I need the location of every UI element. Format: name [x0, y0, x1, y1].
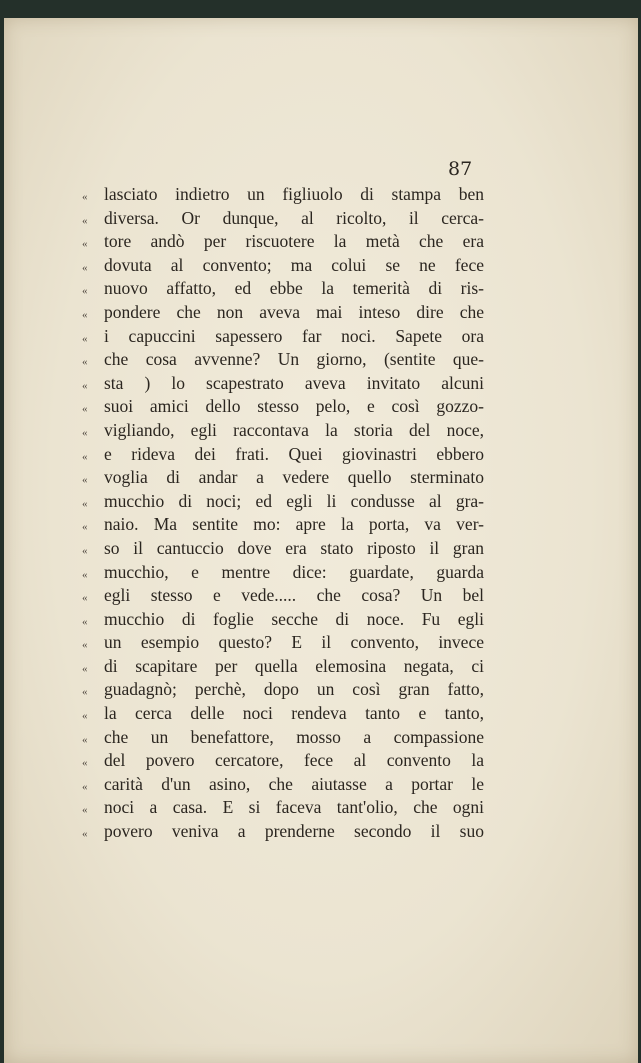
line-text: noci a casa. E si faceva tant'olio, che ogni [104, 797, 484, 818]
text-line [82, 349, 484, 373]
quote-mark: « [82, 544, 88, 557]
text-line [82, 231, 484, 255]
line-text: diversa. Or dunque, al ricolto, il cerca- [104, 207, 484, 228]
quote-mark: « [82, 521, 88, 534]
quote-mark: « [82, 780, 88, 793]
quote-mark: « [82, 285, 88, 298]
quote-mark: « [82, 757, 88, 770]
quote-mark: « [82, 592, 88, 605]
line-text: suoi amici dello stesso pelo, e così gozzo- [104, 396, 484, 417]
text-line [82, 278, 484, 302]
line-text: mucchio di foglie secche di noce. Fu egli [104, 608, 484, 629]
line-text: che cosa avvenne? Un giorno, (sentite que- [104, 349, 484, 370]
text-block [82, 184, 484, 845]
quote-mark: « [82, 615, 88, 628]
text-line [82, 373, 484, 397]
line-text: pondere che non aveva mai inteso dire che [104, 301, 484, 322]
quote-mark: « [82, 639, 88, 652]
text-line [82, 727, 484, 751]
text-line [82, 797, 484, 821]
quote-mark: « [82, 379, 88, 392]
text-line [82, 420, 484, 444]
line-text: so il cantuccio dove era stato riposto il gran [104, 537, 484, 558]
text-line [82, 609, 484, 633]
quote-mark: « [82, 474, 88, 487]
text-line [82, 255, 484, 279]
line-text: dovuta al convento; ma colui se ne fece [104, 254, 484, 275]
text-line [82, 208, 484, 232]
quote-mark: « [82, 450, 88, 463]
line-text: guadagnò; perchè, dopo un così gran fatto, [104, 679, 484, 700]
line-text: nuovo affatto, ed ebbe la temerità di ris- [104, 278, 484, 299]
quote-mark: « [82, 332, 88, 345]
line-text: i capuccini sapessero far noci. Sapete ora [104, 325, 484, 346]
text-line [82, 491, 484, 515]
line-text: voglia di andar a vedere quello sterminato [104, 467, 484, 488]
quote-mark: « [82, 662, 88, 675]
text-line [82, 750, 484, 774]
text-line [82, 774, 484, 798]
quote-mark: « [82, 710, 88, 723]
text-line [82, 302, 484, 326]
quote-mark: « [82, 497, 88, 510]
line-text: e rideva dei frati. Quei giovinastri ebbero [104, 443, 484, 464]
text-line [82, 514, 484, 538]
line-text: che un benefattore, mosso a compassione [104, 726, 484, 747]
text-line [82, 562, 484, 586]
text-line [82, 467, 484, 491]
line-text: di scapitare per quella elemosina negata, ci [104, 655, 484, 676]
text-line [82, 184, 484, 208]
line-text: povero veniva a prenderne secondo il suo [104, 821, 484, 842]
quote-mark: « [82, 828, 88, 841]
line-text: del povero cercatore, fece al convento la [104, 750, 484, 771]
quote-mark: « [82, 261, 88, 274]
book-page [4, 18, 638, 1063]
text-line [82, 538, 484, 562]
text-line [82, 679, 484, 703]
page-number: 87 [448, 158, 473, 180]
line-text: la cerca delle noci rendeva tanto e tanto, [104, 703, 484, 724]
quote-mark: « [82, 356, 88, 369]
quote-mark: « [82, 733, 88, 746]
quote-mark: « [82, 214, 88, 227]
quote-mark: « [82, 191, 88, 203]
quote-mark: « [82, 403, 88, 416]
line-text: tore andò per riscuotere la metà che era [104, 231, 484, 252]
quote-mark: « [82, 686, 88, 699]
text-line [82, 444, 484, 468]
text-line [82, 821, 484, 845]
text-line [82, 585, 484, 609]
line-text: mucchio di noci; ed egli li condusse al gra- [104, 490, 484, 511]
line-text: carità d'un asino, che aiutasse a portar le [104, 773, 484, 794]
quote-mark: « [82, 426, 88, 439]
text-line [82, 632, 484, 656]
line-text: un esempio questo? E il convento, invece [104, 632, 484, 653]
line-text: vigliando, egli raccontava la storia del noce, [104, 419, 484, 440]
text-line [82, 703, 484, 727]
line-text: mucchio, e mentre dice: guardate, guarda [104, 561, 484, 582]
line-text: lasciato indietro un figliuolo di stampa ben [104, 184, 484, 204]
line-text: sta ) lo scapestrato aveva invitato alcuni [104, 372, 484, 393]
line-text: egli stesso e vede..... che cosa? Un bel [104, 585, 484, 606]
quote-mark: « [82, 568, 88, 581]
quote-mark: « [82, 238, 88, 251]
line-text: naio. Ma sentite mo: apre la porta, va ver- [104, 514, 484, 535]
text-line [82, 326, 484, 350]
text-line [82, 656, 484, 680]
quote-mark: « [82, 308, 88, 321]
text-line [82, 396, 484, 420]
quote-mark: « [82, 804, 88, 817]
